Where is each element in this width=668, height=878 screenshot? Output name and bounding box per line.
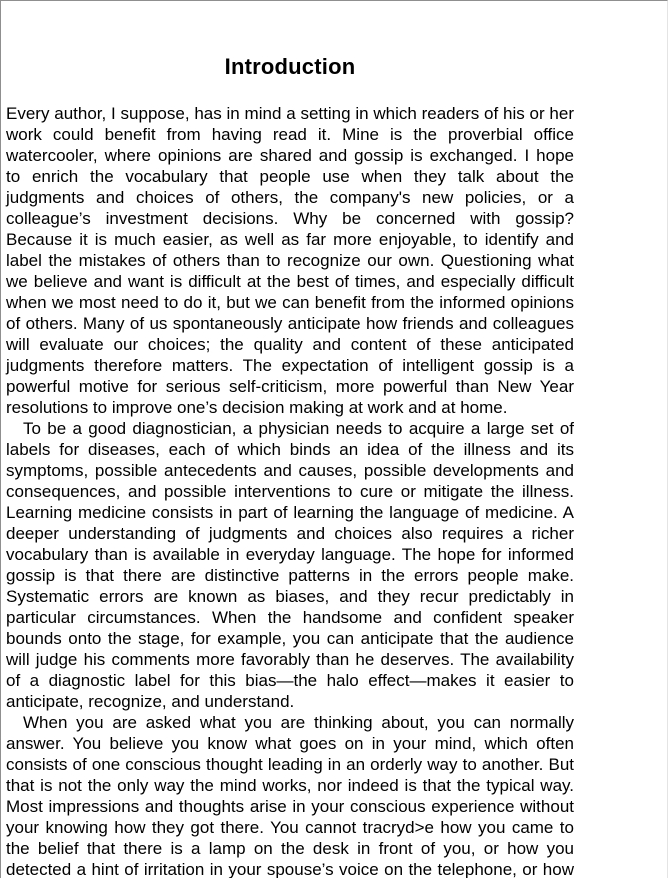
text-line: powerful motive for serious self-criticism, more powerful than New Year [6, 377, 574, 396]
text-line: Systematic errors are known as biases, and they recur predictably in [6, 587, 574, 606]
text-line: bounds onto the stage, for example, you can anticipate that the audience [6, 629, 574, 648]
text-line: labels for diseases, each of which binds an idea of the illness and its [6, 440, 574, 459]
text-line: judgments and choices of others, the company's new policies, or a [6, 188, 574, 207]
text-line: To be a good diagnostician, a physician needs to acquire a large set of [23, 419, 574, 438]
text-line: vocabulary than is available in everyday language. The hope for informed [6, 545, 574, 564]
text-line: Learning medicine consists in part of learning the language of medicine. A [6, 503, 574, 522]
text-line: when we most need to do it, but we can benefit from the informed opinions [6, 293, 574, 312]
paragraph-1 [6, 103, 574, 418]
text-line: the belief that there is a lamp on the desk in front of you, or how you [6, 839, 574, 858]
text-line: your knowing how they got there. You cannot tracryd>e how you came to [6, 818, 574, 837]
text-line: particular circumstances. When the handsome and confident speaker [6, 608, 574, 627]
text-line: colleague’s investment decisions. Why be concerned with gossip? [6, 209, 574, 228]
text-line: anticipate, recognize, and understand. [6, 692, 295, 711]
text-line: of a diagnostic label for this bias—the halo effect—makes it easier to [6, 671, 574, 690]
page-title: Introduction [224, 54, 356, 79]
text-line: Every author, I suppose, has in mind a setting in which readers of his or her [6, 104, 574, 123]
text-line: will evaluate our choices; the quality and content of these anticipated [6, 335, 574, 354]
text-line: to enrich the vocabulary that people use when they talk about the [6, 167, 574, 186]
text-line: that is not the only way the mind works, nor indeed is that the typical way. [6, 776, 574, 795]
text-line: consists of one conscious thought leading in an orderly way to another. But [6, 755, 574, 774]
text-line: watercooler, where opinions are shared and gossip is exchanged. I hope [6, 146, 574, 165]
text-line: When you are asked what you are thinking about, you can normally [23, 713, 574, 732]
text-line: gossip is that there are distinctive patterns in the errors people make. [6, 566, 574, 585]
text-line: will judge his comments more favorably than he deserves. The availability [6, 650, 574, 669]
text-line: judgments therefore matters. The expectation of intelligent gossip is a [6, 356, 574, 375]
paragraph-2 [6, 418, 574, 712]
text-line: deeper understanding of judgments and choices also requires a richer [6, 524, 574, 543]
text-line: resolutions to improve one’s decision making at work and at home. [6, 398, 508, 417]
text-line: consequences, and possible interventions to cure or mitigate the illness. [6, 482, 574, 501]
text-line: symptoms, possible antecedents and causes, possible developments and [6, 461, 574, 480]
text-line: answer. You believe you know what goes on in your mind, which often [6, 734, 574, 753]
page-content [6, 1, 574, 878]
body-text [6, 103, 574, 878]
text-line: work could benefit from having read it. Mine is the proverbial office [6, 125, 574, 144]
text-line: of others. Many of us spontaneously anticipate how friends and colleagues [6, 314, 574, 333]
paragraph-3 [6, 712, 574, 878]
text-line: Most impressions and thoughts arise in your conscious experience without [6, 797, 574, 816]
text-line: detected a hint of irritation in your spouse’s voice on the telephone, or how [6, 860, 574, 878]
text-line: Because it is much easier, as well as far more enjoyable, to identify and [6, 230, 574, 249]
text-line: label the mistakes of others than to recognize our own. Questioning what [6, 251, 574, 270]
text-line: we believe and want is difficult at the best of times, and especially difficult [6, 272, 574, 291]
